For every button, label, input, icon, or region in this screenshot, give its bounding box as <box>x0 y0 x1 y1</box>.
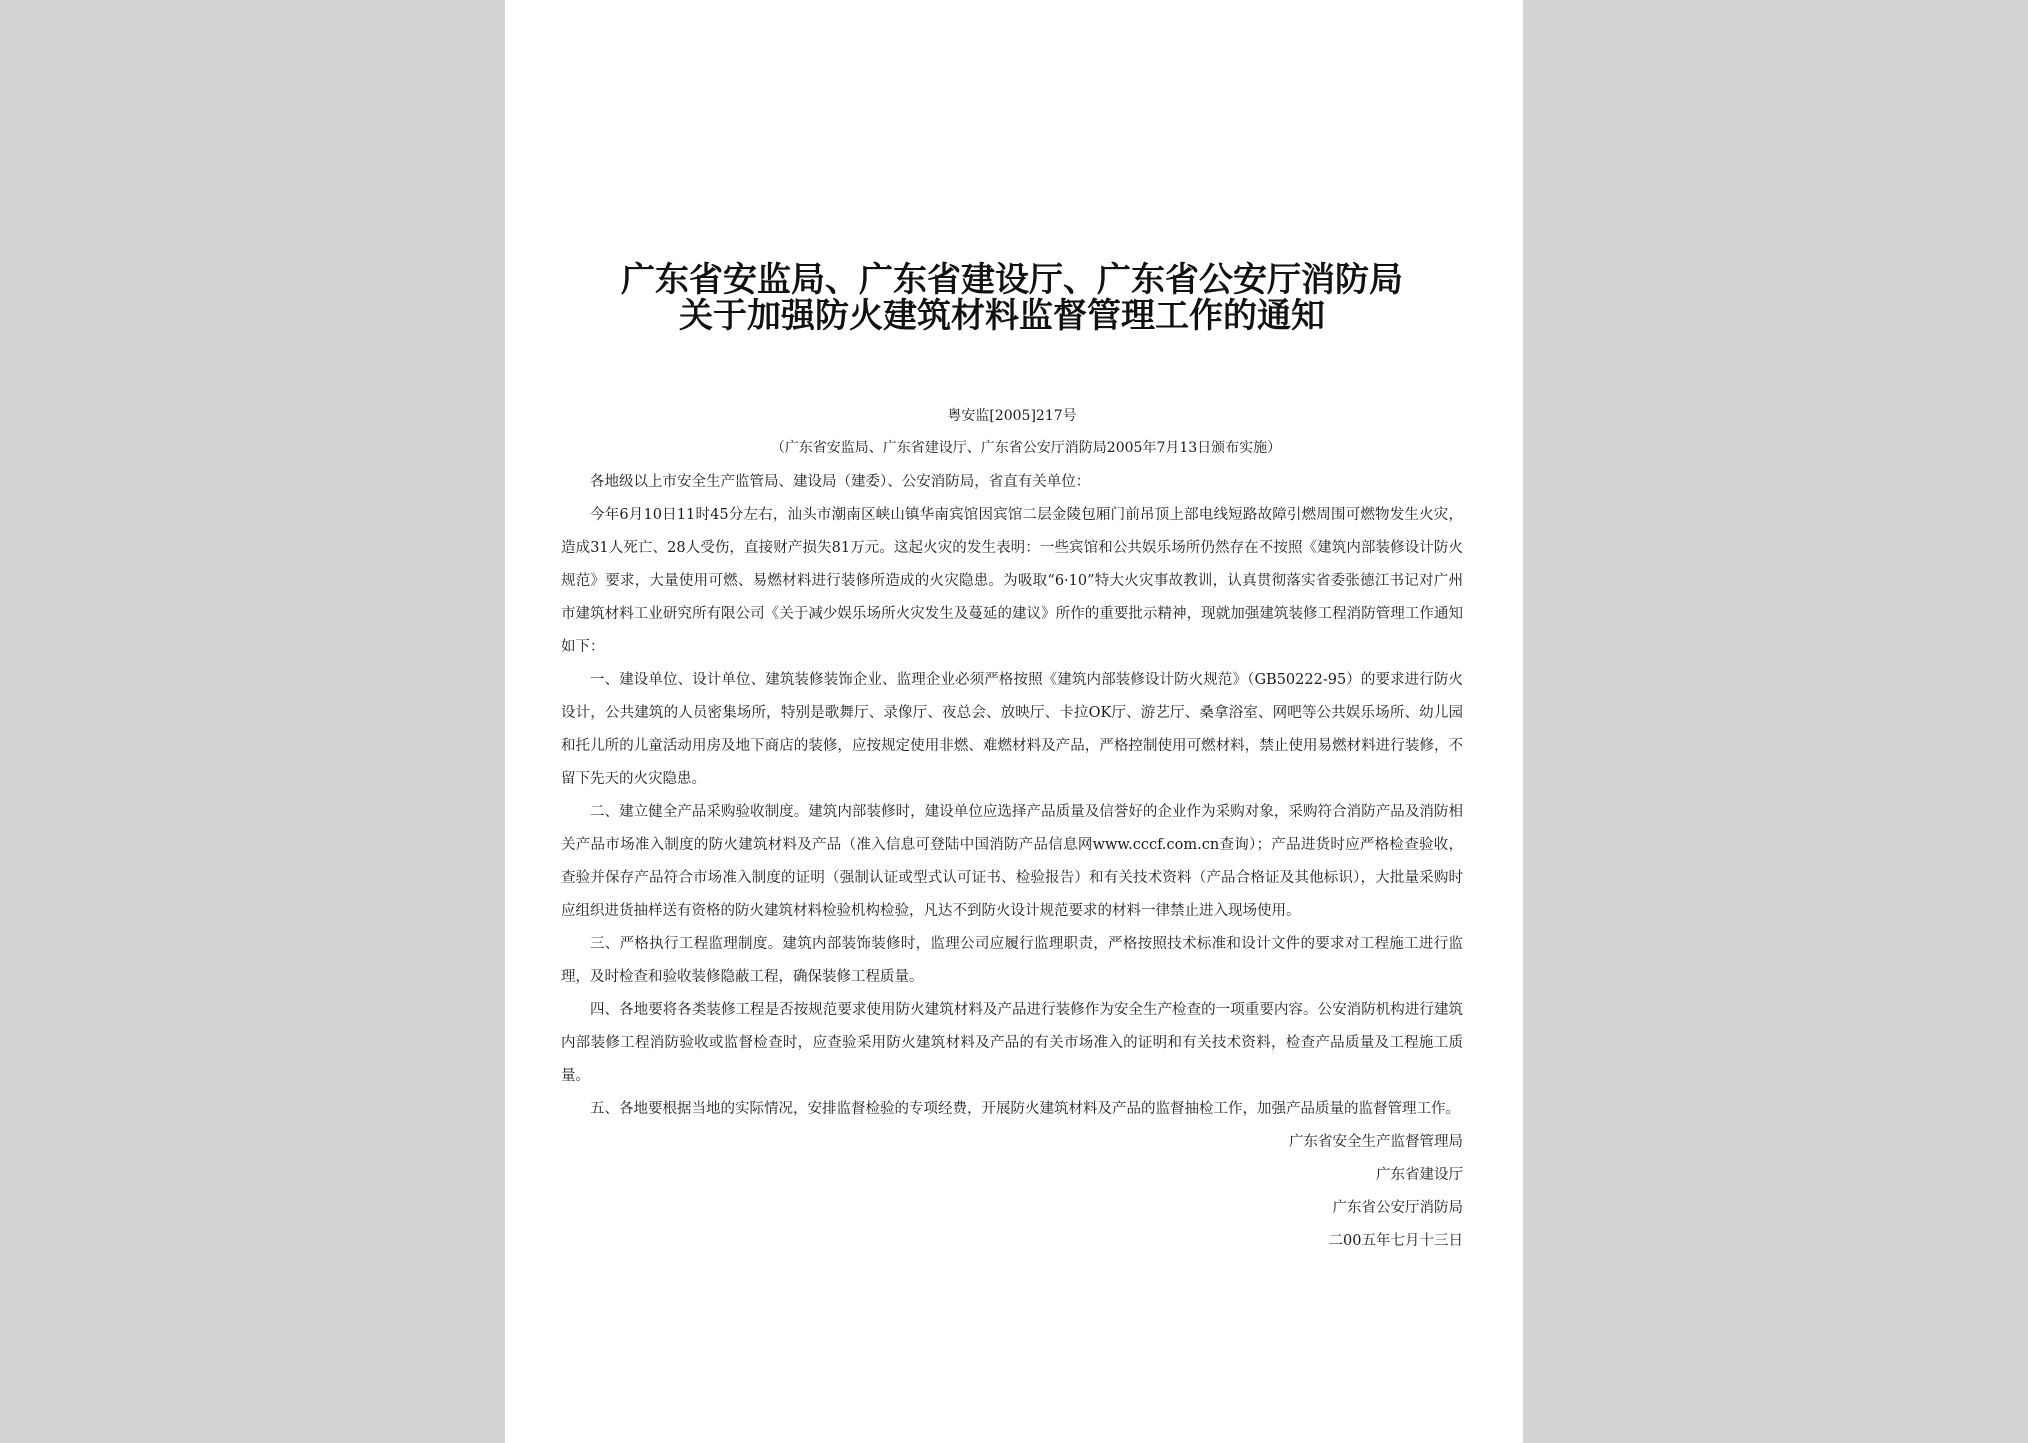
signatory-3: 广东省公安厅消防局 <box>1332 1200 1463 1216</box>
signature-block <box>561 1126 1463 1258</box>
item-paragraph-2: 二、建立健全产品采购验收制度。建筑内部装修时，建设单位应选择产品质量及信誉好的企业作为采购对象，采购符合消防产品及消防相关产品市场准入制度的防火建筑材料及产品（准入信息可登陆中国消防产品信息网www.cccf.com.cn查询）；产品进货时应严格检查验收，查验并保存产品符合市场准入制度的证明（强制认证或型式认可证书、检验报告）和有关技术资料（产品合格证及其他标识），大批量采购时应组织进货抽样送有资格的防火建筑材料检验机构检验，凡达不到防火设计规范要求的材料一律禁止进入现场使用。 <box>561 804 1463 919</box>
document-title-line-2: 关于加强防火建筑材料监督管理工作的通知 <box>679 296 1325 336</box>
signatory-1: 广东省安全生产监督管理局 <box>1289 1134 1463 1150</box>
item-paragraph-5: 五、各地要根据当地的实际情况，安排监督检验的专项经费，开展防火建筑材料及产品的监督抽检工作，加强产品质量的监督管理工作。 <box>590 1101 1460 1117</box>
item-paragraph-1: 一、建设单位、设计单位、建筑装修装饰企业、监理企业必须严格按照《建筑内部装修设计防火规范》（GB50222-95）的要求进行防火设计，公共建筑的人员密集场所，特别是歌舞厅、录像厅、夜总会、放映厅、卡拉OK厅、游艺厅、桑拿浴室、网吧等公共娱乐场所、幼儿园和托儿所的儿童活动用房及地下商店的装修，应按规定使用非燃、难燃材料及产品，严格控制使用可燃材料，禁止使用易燃材料进行装修，不留下先天的火灾隐患。 <box>561 672 1463 787</box>
item-paragraph-3: 三、严格执行工程监理制度。建筑内部装饰装修时，监理公司应履行监理职责，严格按照技术标准和设计文件的要求对工程施工进行监理，及时检查和验收装修隐蔽工程，确保装修工程质量。 <box>561 936 1463 985</box>
item-paragraph-4: 四、各地要将各类装修工程是否按规范要求使用防火建筑材料及产品进行装修作为安全生产检查的一项重要内容。公安消防机构进行建筑内部装修工程消防验收或监督检查时，应查验采用防火建筑材料及产品的有关市场准入的证明和有关技术资料，检查产品质量及工程施工质量。 <box>561 1002 1463 1084</box>
signature-date: 二00五年七月十三日 <box>1328 1233 1463 1249</box>
salutation: 各地级以上市安全生产监管局、建设局（建委）、公安消防局，省直有关单位： <box>590 474 1091 490</box>
intro-paragraph: 今年6月10日11时45分左右，汕头市潮南区峡山镇华南宾馆因宾馆二层金陵包厢门前吊顶上部电线短路故障引燃周围可燃物发生火灾，造成31人死亡、28人受伤，直接财产损失81万元。这起火灾的发生表明：一些宾馆和公共娱乐场所仍然存在不按照《建筑内部装修设计防火规范》要求，大量使用可燃、易燃材料进行装修所造成的火灾隐患。为吸取“6·10”特大火灾事故教训，认真贯彻落实省委张德江书记对广州市建筑材料工业研究所有限公司《关于减少娱乐场所火灾发生及蔓延的建议》所作的重要批示精神，现就加强建筑装修工程消防管理工作通知如下： <box>561 507 1463 655</box>
document-page <box>505 0 1523 1443</box>
document-title-line-1: 广东省安监局、广东省建设厅、广东省公安厅消防局 <box>621 260 1403 300</box>
issuance-note: （广东省安监局、广东省建设厅、广东省公安厅消防局2005年7月13日颁布实施） <box>770 440 1282 456</box>
document-body <box>561 466 1463 1126</box>
document-number: 粤安监[2005]217号 <box>947 408 1077 424</box>
signatory-2: 广东省建设厅 <box>1376 1167 1463 1183</box>
